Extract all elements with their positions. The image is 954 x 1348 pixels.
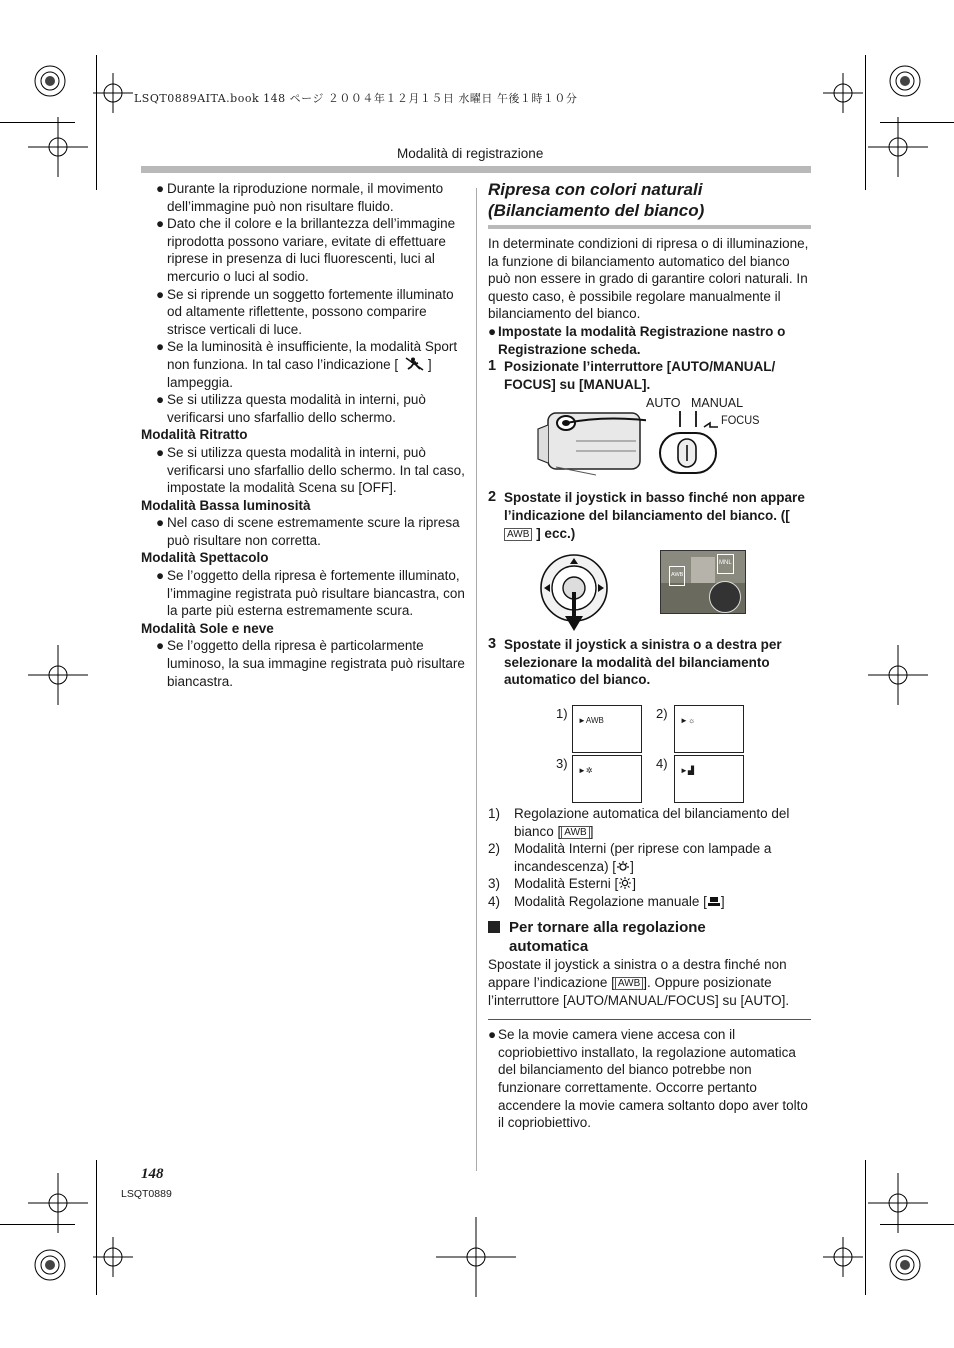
note-item: ● Se la movie camera viene accesa con il copriobiettivo installato, la regolazione automatica del bilanciamento del bianco potrebbe non funzionare correttamente. Occorre pertanto accendere la movie camera soltanto dopo aver tolto il copriobiettivo. (488, 1027, 808, 1131)
wb-screen-indoor: ►☼ (674, 705, 744, 753)
list-item: ● Se si utilizza questa modalità in interni, può verificarsi uno sfarfallio dello schermo. (156, 392, 426, 425)
list-item: ● Se la luminosità è insufficiente, la modalità Sport non funziona. In tal caso l’indicazione [ ] lampeggia. (156, 339, 458, 390)
list-item: ● Se l’oggetto della ripresa è fortemente illuminato, l’immagine registrata può risultare biancastra, con la parte più esterna estremamente scura. (156, 568, 465, 619)
awb-icon: AWB (504, 528, 532, 541)
print-info: LSQT0889AITA.book 148 ページ ２００４年１２月１５日 水曜日 午後１時１０分 (134, 92, 578, 105)
return-heading: Per tornare alla regolazione automatica (488, 918, 811, 956)
list-item: 2) Modalità Interni (per riprese con lampade a incandescenza) [ ] (488, 841, 772, 874)
switch-diagram (658, 409, 728, 487)
list-item: ● Dato che il colore e la brillantezza dell’immagine riprodotta possono variare, evitate di effettuare riprese in presenza di luci fluorescenti, luci al mercurio o luci al sodio. (156, 216, 456, 284)
camera-switch-figure (488, 393, 811, 483)
screen-label: 4) (656, 755, 668, 771)
section-title: Modalità di registrazione (397, 146, 544, 161)
manual-wb-icon (707, 895, 721, 907)
subheading-portrait: Modalità Ritratto (141, 427, 248, 443)
screen-label: 1) (556, 705, 568, 721)
label-manual: MANUAL (691, 396, 744, 411)
lcd-joystick-guide (709, 581, 741, 613)
lcd-preview (660, 550, 746, 614)
left-column (141, 180, 466, 690)
list-item: 3) Modalità Esterni [ ] (488, 876, 637, 892)
pre-bullet: ● Impostate la modalità Registrazione nastro o Registrazione scheda. (488, 323, 786, 357)
black-square-icon (488, 921, 500, 933)
wb-screen-awb: ►AWB (572, 705, 642, 753)
return-text: Spostate il joystick a sinistra o a destra finché non appare l’indicazione [ AWB ]. Oppure posizionate l’interruttore [AUTO/MANUAL/FOCUS] su [AUTO]. (488, 957, 790, 1008)
list-item: ● Se si riprende un soggetto fortemente illuminato od altamente riflettente, possono comparire strisce verticali di luce. (156, 286, 454, 337)
label-focus: FOCUS (721, 414, 760, 428)
column-divider (476, 188, 477, 1171)
page-number: 148 (141, 1166, 164, 1182)
awb-icon: AWB (615, 977, 643, 990)
step-3: 3 Spostate il joystick a sinistra o a destra per selezionare la modalità del bilanciamento automatico del bianco. (488, 636, 782, 688)
product-code: LSQT0889 (121, 1188, 172, 1200)
right-column (488, 180, 811, 1132)
wb-screen-outdoor: ►✲ (572, 755, 642, 803)
list-item: 1) Regolazione automatica del bilanciamento del bianco [ AWB ] (488, 805, 790, 839)
subheading-lowlight: Modalità Bassa luminosità (141, 497, 311, 513)
outdoor-sun-icon (618, 877, 632, 889)
note-divider (488, 1019, 811, 1020)
sport-mode-icon (404, 357, 426, 371)
subheading-spotlight: Modalità Spettacolo (141, 550, 269, 566)
intro-text: In determinate condizioni di ripresa o di illuminazione, la funzione di bilanciamento automatico del bianco può non essere in grado di garantire colori naturali. In questo caso, è possibile regolare manualmente il bilanciamento del bianco. (488, 236, 809, 322)
wb-mode-screens (488, 689, 811, 805)
list-item: 4) Modalità Regolazione manuale [ ] (488, 893, 725, 909)
awb-icon: AWB (561, 826, 589, 839)
page-title: Ripresa con colori naturali (Bilanciamento del bianco) (488, 180, 705, 220)
list-item: ● Durante la riproduzione normale, il movimento dell’immagine può non risultare fluido. (156, 181, 444, 214)
lcd-mnl-label: MNL (717, 554, 734, 574)
camcorder-illustration (536, 405, 646, 477)
lcd-building (691, 557, 715, 583)
label-auto: AUTO (646, 396, 681, 411)
list-item: ● Nel caso di scene estremamente scure la ripresa può risultare non corretta. (156, 515, 460, 548)
step-1: 1 Posizionate l’interruttore [AUTO/MANUAL/ FOCUS] su [MANUAL]. (488, 358, 776, 392)
header-rule (141, 166, 811, 173)
title-rule (488, 225, 811, 229)
joystick-icon (538, 552, 614, 632)
step-2: 2 Spostate il joystick in basso finché non appare l’indicazione del bilanciamento del bianco. ([ AWB ] ecc.) (488, 489, 805, 541)
screen-label: 3) (556, 755, 568, 771)
subheading-surf: Modalità Sole e neve (141, 620, 274, 636)
lcd-awb-label: AWB (669, 566, 685, 586)
list-item: ● Se l’oggetto della ripresa è particolarmente luminoso, la sua immagine registrata può risultare biancastra. (156, 638, 465, 689)
joystick-figure (488, 542, 811, 636)
screen-label: 2) (656, 705, 668, 721)
mode-list (488, 805, 811, 911)
list-item: ● Se si utilizza questa modalità in interni, può verificarsi uno sfarfallio dello schermo. In tal caso, impostate la modalità Scena su [OFF]. (156, 444, 465, 496)
indoor-lamp-icon (616, 860, 630, 872)
wb-screen-manual: ►▟ (674, 755, 744, 803)
